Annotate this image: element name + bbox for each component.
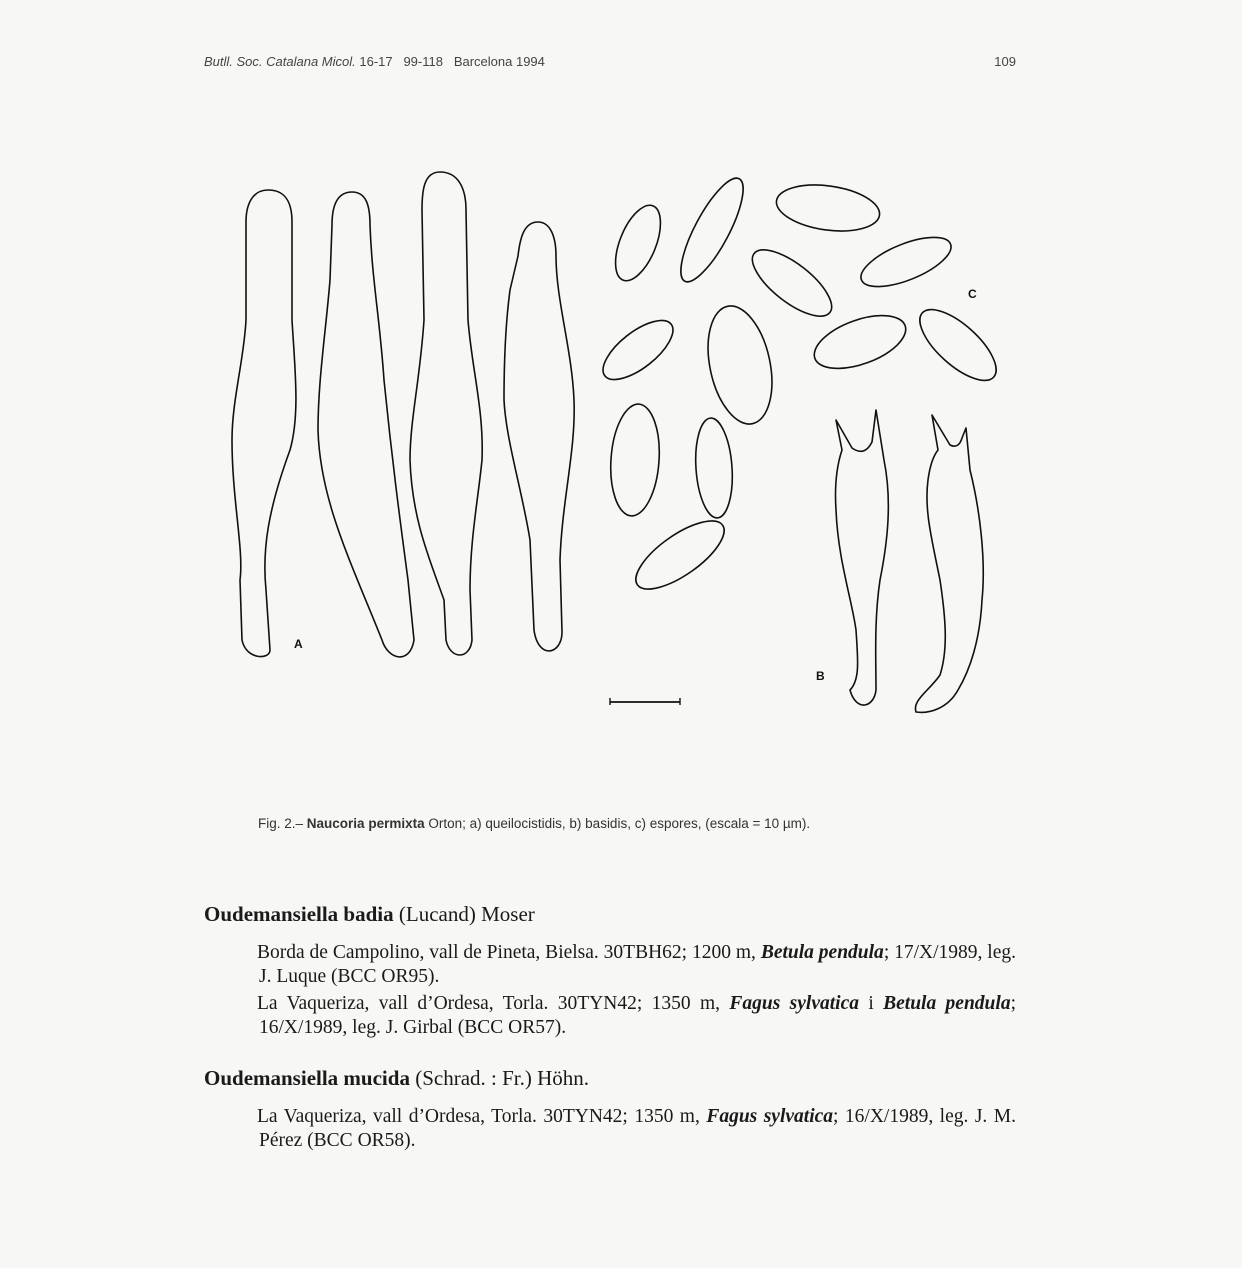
record-details: ; 17/X/1989, leg. J. Luque (BCC OR95). [259,942,1016,987]
panel-label-a: A [294,637,303,651]
record-details: ; 16/X/1989, leg. J. Girbal (BCC OR57). [259,993,1016,1038]
record-locality: Borda de Campolino, vall de Pineta, Bielsa. 30TBH62; 1200 m, [257,942,761,963]
record-host: Betula pendula [760,942,884,963]
caption-species: Naucoria permixta [306,816,425,831]
cheilocystidium-1 [232,190,296,657]
spore [773,179,882,237]
panel-label-c: C [968,287,977,301]
record-host: Fagus sylvatica [729,993,859,1014]
record-locality: La Vaqueriza, vall d’Ordesa, Torla. 30TYN42; 1350 m, [257,1106,707,1127]
journal-volume: 16-17 [359,54,393,69]
record-host: Fagus sylvatica [706,1106,834,1127]
spore [670,171,754,289]
collection-record [230,992,1016,1040]
panel-label-b: B [816,669,825,683]
spore [606,199,669,287]
species-author: (Lucand) Moser [398,902,535,926]
basidium-1 [835,410,888,705]
caption-text: Orton; a) queilocistidis, b) basidis, c) espores, (escala = 10 µm). [428,816,811,831]
collection-record [230,941,1016,989]
spore [626,509,734,601]
collection-record [230,1105,1016,1153]
record-conjunction: i [858,993,884,1014]
species-heading [204,1066,1016,1091]
species-entry [204,1066,1016,1156]
spores-drawing [594,171,1007,601]
spore [855,227,957,296]
basidium-2 [915,415,983,712]
cheilocystidium-4 [504,222,574,651]
species-author: (Schrad. : Fr.) Höhn. [415,1066,590,1090]
record-locality: La Vaqueriza, vall d’Ordesa, Torla. 30TYN42; 1350 m, [257,993,730,1014]
record-details: ; 16/X/1989, leg. J. M. Pérez (BCC OR58). [259,1106,1016,1151]
spore [594,310,682,390]
cheilocystidia-drawing [232,172,574,657]
page-number: 109 [994,54,1016,69]
species-heading [204,902,1016,927]
cheilocystidium-3 [410,172,482,655]
journal-pages: 99-118 [403,54,443,69]
species-entry [204,902,1016,1043]
spore [698,300,782,430]
species-name: Oudemansiella mucida [204,1066,410,1090]
journal-place-year: Barcelona 1994 [453,54,545,69]
spore [607,402,663,517]
spore [693,417,736,519]
caption-fig-number: Fig. 2.– [258,816,304,831]
cheilocystidium-2 [318,192,414,657]
figure-caption [258,816,1018,831]
scale-bar [610,698,680,705]
journal-title: Butll. Soc. Catalana Micol. [204,54,356,69]
spore [909,298,1007,392]
spore [742,238,841,327]
record-host: Betula pendula [883,993,1011,1014]
species-name: Oudemansiella badia [204,902,394,926]
basidia-drawing [816,410,983,712]
